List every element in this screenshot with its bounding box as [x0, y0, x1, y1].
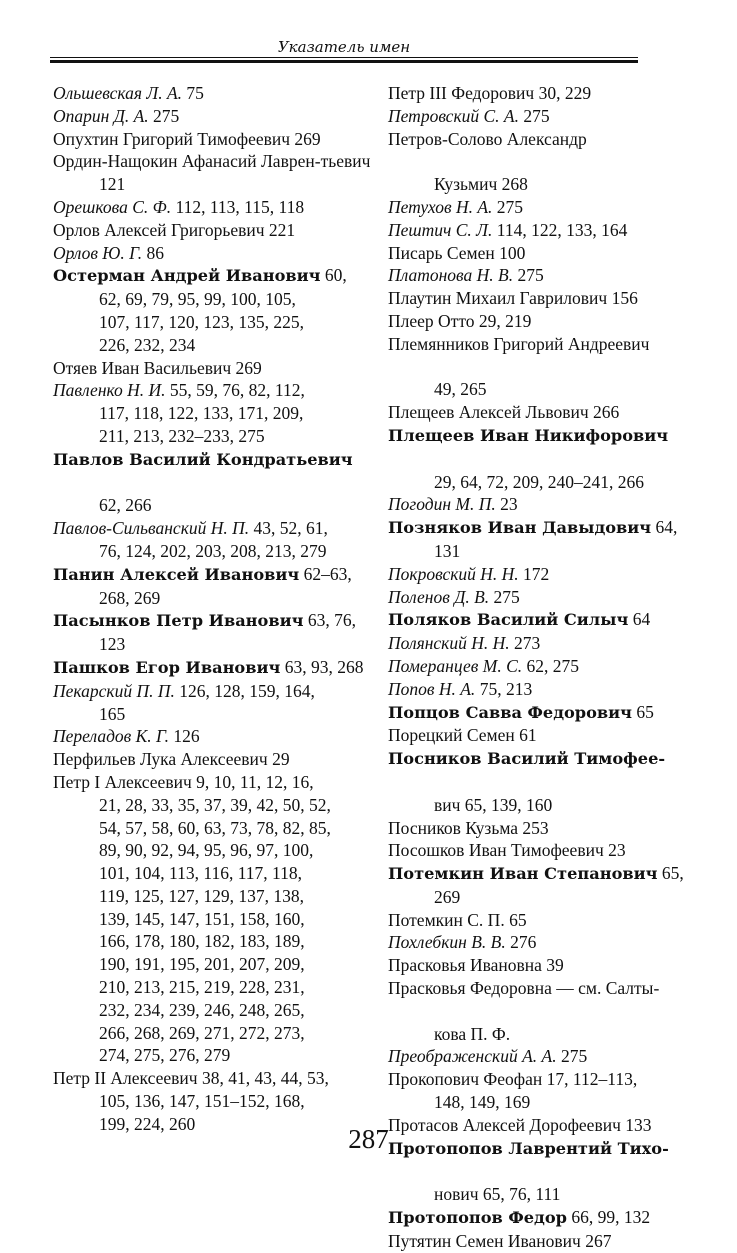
entry-name: Платонова Н. В. — [388, 265, 514, 286]
entry-pages: 275 — [489, 586, 520, 607]
index-entry — [388, 516, 688, 563]
entry-pages: 9, 10, 11, 12, 16, — [191, 771, 314, 792]
entry-pages: 55, 59, 76, 82, 112, — [165, 380, 305, 401]
entry-pages: вич 65, 139, 160 — [434, 794, 553, 815]
index-entry — [53, 242, 375, 265]
entry-name: Петр II Алексеевич — [53, 1068, 198, 1089]
entry-pages: 23 — [495, 494, 518, 515]
index-entry — [388, 655, 688, 678]
index-entry — [388, 333, 688, 401]
entry-pages: 65 — [632, 701, 654, 722]
entry-name: Пасынков Петр Иванович — [53, 611, 304, 631]
index-entry — [388, 608, 688, 632]
entry-name: Плещеев Алексей Львович — [388, 402, 589, 423]
index-entry — [388, 931, 688, 954]
index-column-left — [53, 82, 375, 1136]
entry-pages: 156 — [607, 288, 638, 309]
entry-pages: 65 — [504, 909, 527, 930]
index-entry — [388, 954, 688, 977]
index-entry — [388, 424, 688, 493]
entry-name: Опухтин Григорий Тимофеевич — [53, 128, 291, 149]
entry-pages: 39 — [541, 955, 564, 976]
entry-pages: 114, 122, 133, 164 — [492, 219, 628, 240]
entry-name: Прасковья Федоровна — см. Салты- — [388, 978, 660, 999]
entry-name: Павлов Василий Кондратьевич — [53, 449, 353, 469]
entry-name: Пашков Егор Иванович — [53, 657, 281, 677]
entry-name: Панин Алексей Иванович — [53, 564, 300, 584]
entry-pages: 211, 213, 232–233, 275 — [99, 425, 265, 446]
index-entry — [388, 678, 688, 701]
page-number: 287 — [348, 1124, 389, 1154]
entry-pages: 126, 128, 159, 164, — [174, 680, 315, 701]
index-entry — [388, 493, 688, 516]
entry-name: Преображенский А. А. — [388, 1046, 557, 1067]
entry-pages: 105, 136, 147, 151–152, 168, — [99, 1091, 305, 1112]
index-entry — [388, 128, 688, 196]
index-entry — [388, 747, 688, 816]
index-entry — [53, 105, 375, 128]
entry-name: Плеер Отто — [388, 310, 475, 331]
entry-name: Путятин Семен Иванович — [388, 1230, 581, 1251]
index-entry — [388, 839, 688, 862]
entry-pages: 275 — [519, 105, 550, 126]
entry-pages: 29 — [267, 749, 290, 770]
entry-pages: 267 — [580, 1230, 612, 1251]
entry-name: Отяев Иван Васильевич — [53, 357, 232, 378]
index-entry — [388, 1230, 688, 1253]
entry-name: Плещеев Иван Никифорович — [388, 425, 669, 445]
entry-name: Орешкова С. Ф. — [53, 196, 172, 217]
entry-pages: 232, 234, 239, 246, 248, 265, — [99, 999, 305, 1020]
entry-pages: 62, 266 — [99, 495, 152, 516]
index-entry — [388, 862, 688, 909]
entry-name: Прокопович Феофан — [388, 1069, 543, 1090]
entry-pages: 62, 69, 79, 95, 99, 100, 105, — [99, 289, 296, 310]
running-head: Указатель имен — [277, 38, 411, 56]
header-rule-thick — [50, 60, 638, 63]
entry-pages: 269 — [231, 357, 262, 378]
entry-pages: 148, 149, 169 — [434, 1092, 531, 1113]
index-entry — [53, 725, 375, 748]
index-entry — [388, 219, 688, 242]
index-entry — [53, 609, 375, 656]
index-entry — [388, 724, 688, 747]
entry-pages: нович 65, 76, 111 — [434, 1184, 561, 1205]
entry-pages: кова П. Ф. — [434, 1023, 511, 1044]
index-entry — [388, 105, 688, 128]
index-entry — [388, 1068, 688, 1114]
entry-name: Полянский Н. Н. — [388, 633, 510, 654]
index-entry — [388, 909, 688, 932]
entry-name: Похлебкин В. В. — [388, 932, 506, 953]
entry-name: Петровский С. А. — [388, 105, 519, 126]
entry-pages: 62–63, — [299, 563, 352, 584]
entry-pages: 166, 178, 180, 182, 183, 189, — [99, 931, 305, 952]
entry-name: Пештич С. Л. — [388, 219, 493, 240]
entry-name: Ольшевская Л. А. — [53, 83, 183, 103]
index-entry — [53, 128, 375, 151]
entry-pages: 21, 28, 33, 35, 37, 39, 42, 50, 52, — [99, 794, 331, 815]
entry-pages: 75, 213 — [475, 678, 533, 699]
entry-pages: 269 — [290, 128, 321, 149]
entry-name: Протасов Алексей Дорофеевич — [388, 1114, 621, 1135]
entry-pages: 101, 104, 113, 116, 117, 118, — [99, 863, 303, 884]
entry-name: Остерман Андрей Иванович — [53, 266, 321, 286]
index-entry — [53, 448, 375, 517]
entry-name: Поленов Д. В. — [388, 586, 490, 607]
entry-name: Потемкин С. П. — [388, 909, 505, 930]
entry-pages: тьевич 121 — [99, 151, 371, 195]
entry-pages: 61 — [514, 725, 537, 746]
entry-name: Поляков Василий Силыч — [388, 610, 629, 630]
entry-pages: 76, 124, 202, 203, 208, 213, 279 — [99, 540, 327, 561]
entry-pages: 100 — [494, 242, 526, 263]
entry-pages: 66, 99, 132 — [566, 1207, 651, 1228]
index-entry — [388, 563, 688, 586]
entry-pages: 30, 229 — [534, 83, 592, 103]
entry-pages: 62, 275 — [522, 655, 580, 676]
entry-pages: 64 — [628, 609, 651, 630]
entry-pages: 119, 125, 127, 129, 137, 138, — [99, 885, 304, 906]
entry-name: Плаутин Михаил Гаврилович — [388, 288, 608, 309]
entry-name: Протопопов Лаврентий Тихо- — [388, 1138, 669, 1158]
entry-name: Покровский Н. Н. — [388, 563, 519, 584]
entry-name: Павленко Н. И. — [53, 380, 166, 401]
entry-pages: 266 — [588, 402, 620, 423]
entry-pages: 131 — [434, 540, 461, 561]
index-entry — [53, 680, 375, 726]
entry-pages: 43, 52, 61, — [249, 518, 328, 539]
entry-name: Посников Кузьма — [388, 817, 519, 838]
index-entry — [53, 379, 375, 447]
index-entry — [53, 563, 375, 610]
entry-pages: 63, 93, 268 — [280, 656, 364, 677]
entry-name: Ордин-Нащокин Афанасий Лаврен- — [53, 151, 321, 172]
entry-pages: 266, 268, 269, 271, 272, 273, — [99, 1022, 305, 1043]
entry-pages: 199, 224, 260 — [99, 1113, 196, 1134]
index-entry — [53, 357, 375, 380]
index-entry — [388, 242, 688, 265]
entry-pages: 64, — [651, 517, 678, 538]
entry-name: Переладов К. Г. — [53, 726, 170, 747]
entry-pages: 273 — [509, 633, 541, 654]
index-entry — [53, 264, 375, 356]
entry-pages: Кузьмич 268 — [434, 174, 528, 195]
entry-name: Перфильев Лука Алексеевич — [53, 749, 268, 770]
entry-pages: 210, 213, 215, 219, 228, 231, — [99, 977, 305, 998]
index-entry — [53, 196, 375, 219]
index-entry — [53, 771, 375, 1067]
entry-name: Прасковья Ивановна — [388, 955, 542, 976]
entry-pages: 23 — [603, 840, 626, 861]
entry-name: Петр I Алексеевич — [53, 771, 192, 792]
entry-name: Погодин М. П. — [388, 494, 496, 515]
entry-pages: 172 — [518, 563, 550, 584]
entry-pages: 275 — [492, 196, 524, 217]
entry-name: Позняков Иван Давыдович — [388, 518, 652, 538]
entry-name: Племянников Григорий Андреевич — [388, 333, 650, 354]
index-entry — [388, 586, 688, 609]
entry-name: Петухов Н. А. — [388, 196, 493, 217]
entry-pages: 49, 265 — [434, 379, 487, 400]
entry-pages: 221 — [264, 219, 296, 240]
entry-name: Пекарский П. П. — [53, 680, 175, 701]
entry-pages: 275 — [513, 265, 544, 286]
index-entry — [388, 264, 688, 287]
entry-pages: 139, 145, 147, 151, 158, 160, — [99, 908, 305, 929]
entry-name: Посников Василий Тимофее- — [388, 749, 666, 769]
entry-pages: 86 — [142, 242, 164, 263]
entry-pages: 268, 269 — [99, 587, 161, 608]
entry-name: Орлов Алексей Григорьевич — [53, 219, 265, 240]
entry-pages: 107, 117, 120, 123, 135, 225, — [99, 311, 304, 332]
entry-name: Померанцев М. С. — [388, 655, 523, 676]
entry-name: Попов Н. А. — [388, 678, 476, 699]
entry-pages: 269 — [434, 886, 461, 907]
entry-pages: 274, 275, 276, 279 — [99, 1045, 231, 1066]
index-entry — [388, 196, 688, 219]
entry-name: Опарин Д. А. — [53, 105, 149, 126]
index-entry — [388, 701, 688, 725]
entry-pages: 276 — [505, 932, 537, 953]
entry-pages: 38, 41, 43, 44, 53, — [197, 1068, 329, 1089]
entry-name: Попцов Савва Федорович — [388, 702, 633, 722]
header-rule-thin — [50, 57, 638, 58]
index-entry — [388, 401, 688, 424]
entry-pages: 75 — [182, 83, 204, 103]
entry-pages: 17, 112–113, — [542, 1069, 638, 1090]
entry-name: Петров-Солово Александр — [388, 128, 587, 149]
entry-pages: 275 — [556, 1046, 588, 1067]
entry-pages: 253 — [518, 817, 549, 838]
entry-name: Павлов-Сильванский Н. П. — [53, 518, 250, 539]
index-entry — [388, 632, 688, 655]
index-entry — [388, 1206, 688, 1230]
entry-pages: 63, 76, — [303, 610, 356, 631]
index-entry — [53, 82, 375, 105]
entry-pages: 275 — [148, 105, 180, 126]
entry-pages: 112, 113, 115, 118 — [171, 196, 305, 217]
index-entry — [53, 656, 375, 680]
entry-pages: 65, — [657, 863, 684, 884]
index-entry — [53, 748, 375, 771]
index-entry — [53, 150, 375, 196]
index-column-right — [388, 82, 688, 1253]
entry-pages: 29, 64, 72, 209, 240–241, 266 — [434, 471, 644, 492]
entry-pages: 190, 191, 195, 201, 207, 209, — [99, 954, 305, 975]
entry-name: Писарь Семен — [388, 242, 495, 263]
entry-pages: 126 — [169, 726, 200, 747]
entry-pages: 54, 57, 58, 60, 63, 73, 78, 82, 85, — [99, 817, 331, 838]
index-entry — [388, 287, 688, 310]
entry-pages: 117, 118, 122, 133, 171, 209, — [99, 403, 304, 424]
index-entry — [388, 977, 688, 1045]
index-entry — [388, 82, 688, 105]
entry-name: Орлов Ю. Г. — [53, 242, 143, 263]
entry-pages: 29, 219 — [474, 310, 532, 331]
entry-pages: 123 — [99, 634, 126, 655]
entry-name: Потемкин Иван Степанович — [388, 864, 658, 884]
index-entry — [53, 219, 375, 242]
entry-name: Порецкий Семен — [388, 725, 515, 746]
index-entry — [53, 517, 375, 563]
entry-name: Петр III Федорович — [388, 83, 535, 103]
index-entry — [388, 817, 688, 840]
entry-pages: 226, 232, 234 — [99, 334, 196, 355]
index-entry — [388, 310, 688, 333]
index-entry — [388, 1045, 688, 1068]
entry-pages: 165 — [99, 703, 126, 724]
entry-pages: 89, 90, 92, 94, 95, 96, 97, 100, — [99, 840, 314, 861]
entry-name: Протопопов Федор — [388, 1208, 567, 1228]
entry-pages: 133 — [620, 1114, 652, 1135]
entry-pages: 60, — [320, 265, 347, 286]
entry-name: Посошков Иван Тимофеевич — [388, 840, 604, 861]
